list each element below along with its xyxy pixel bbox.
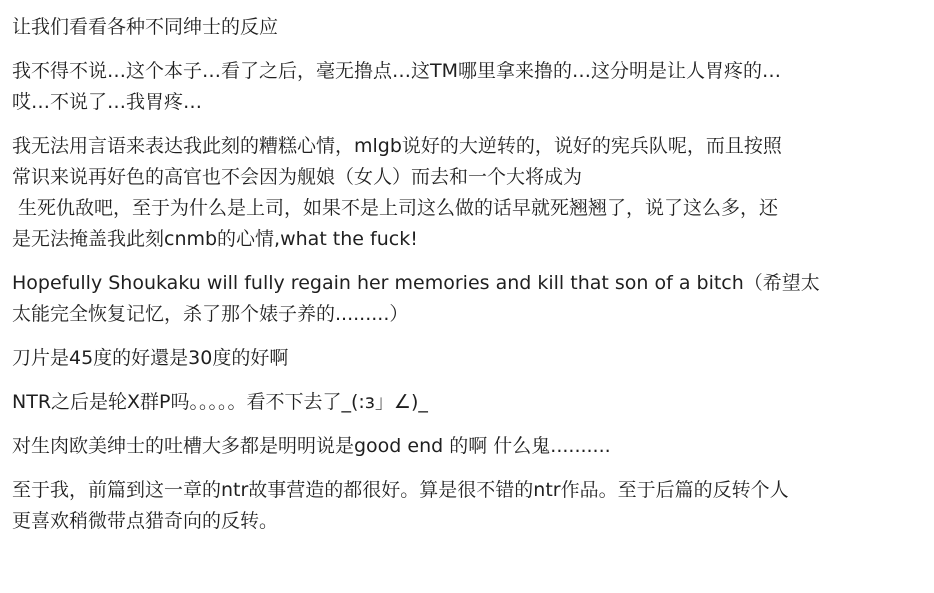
comment-paragraph [12,475,894,537]
comment-line: 对生肉欧美绅士的吐槽大多都是明明说是good end 的啊 什么鬼.......... [12,435,611,457]
comment-line: 刀片是45度的好還是30度的好啊 [12,347,289,369]
comment-line: 更喜欢稍微带点猎奇向的反转。 [12,510,279,532]
comment-line: 生死仇敌吧，至于为什么是上司，如果不是上司这么做的话早就死翘翘了，说了这么多，还 [12,197,779,219]
comment-heading [12,12,894,43]
comment-line: 让我们看看各种不同绅士的反应 [12,16,279,38]
comment-line: Hopefully Shoukaku will fully regain her memories and kill that son of a bitch（希望太 [12,272,820,294]
comment-line: NTR之后是轮X群P吗。。。。。看不下去了_(:з」∠)_ [12,391,428,413]
comment-line: 我不得不说…这个本子…看了之后，毫无撸点…这TM哪里拿来撸的…这分明是让人胃疼的… [12,60,782,82]
comment-paragraph [12,131,894,255]
comment-paragraph [12,343,894,374]
comment-line: 哎…不说了…我胃疼… [12,91,203,113]
comment-line: 我无法用言语来表达我此刻的糟糕心情，mlgb说好的大逆转的，说好的宪兵队呢，而且按照 [12,135,782,157]
comment-line: 太能完全恢复记忆，杀了那个婊子养的.........） [12,303,409,325]
comment-line: 至于我，前篇到这一章的ntr故事营造的都很好。算是很不错的ntr作品。至于后篇的反转个人 [12,479,789,501]
comment-paragraph [12,268,894,330]
comment-paragraph [12,56,894,118]
comment-line: 是无法掩盖我此刻cnmb的心情,what the fuck! [12,228,418,250]
comment-line: 常识来说再好色的高官也不会因为舰娘（女人）而去和一个大将成为 [12,166,583,188]
comment-paragraph [12,387,894,418]
comment-paragraph [12,431,894,462]
